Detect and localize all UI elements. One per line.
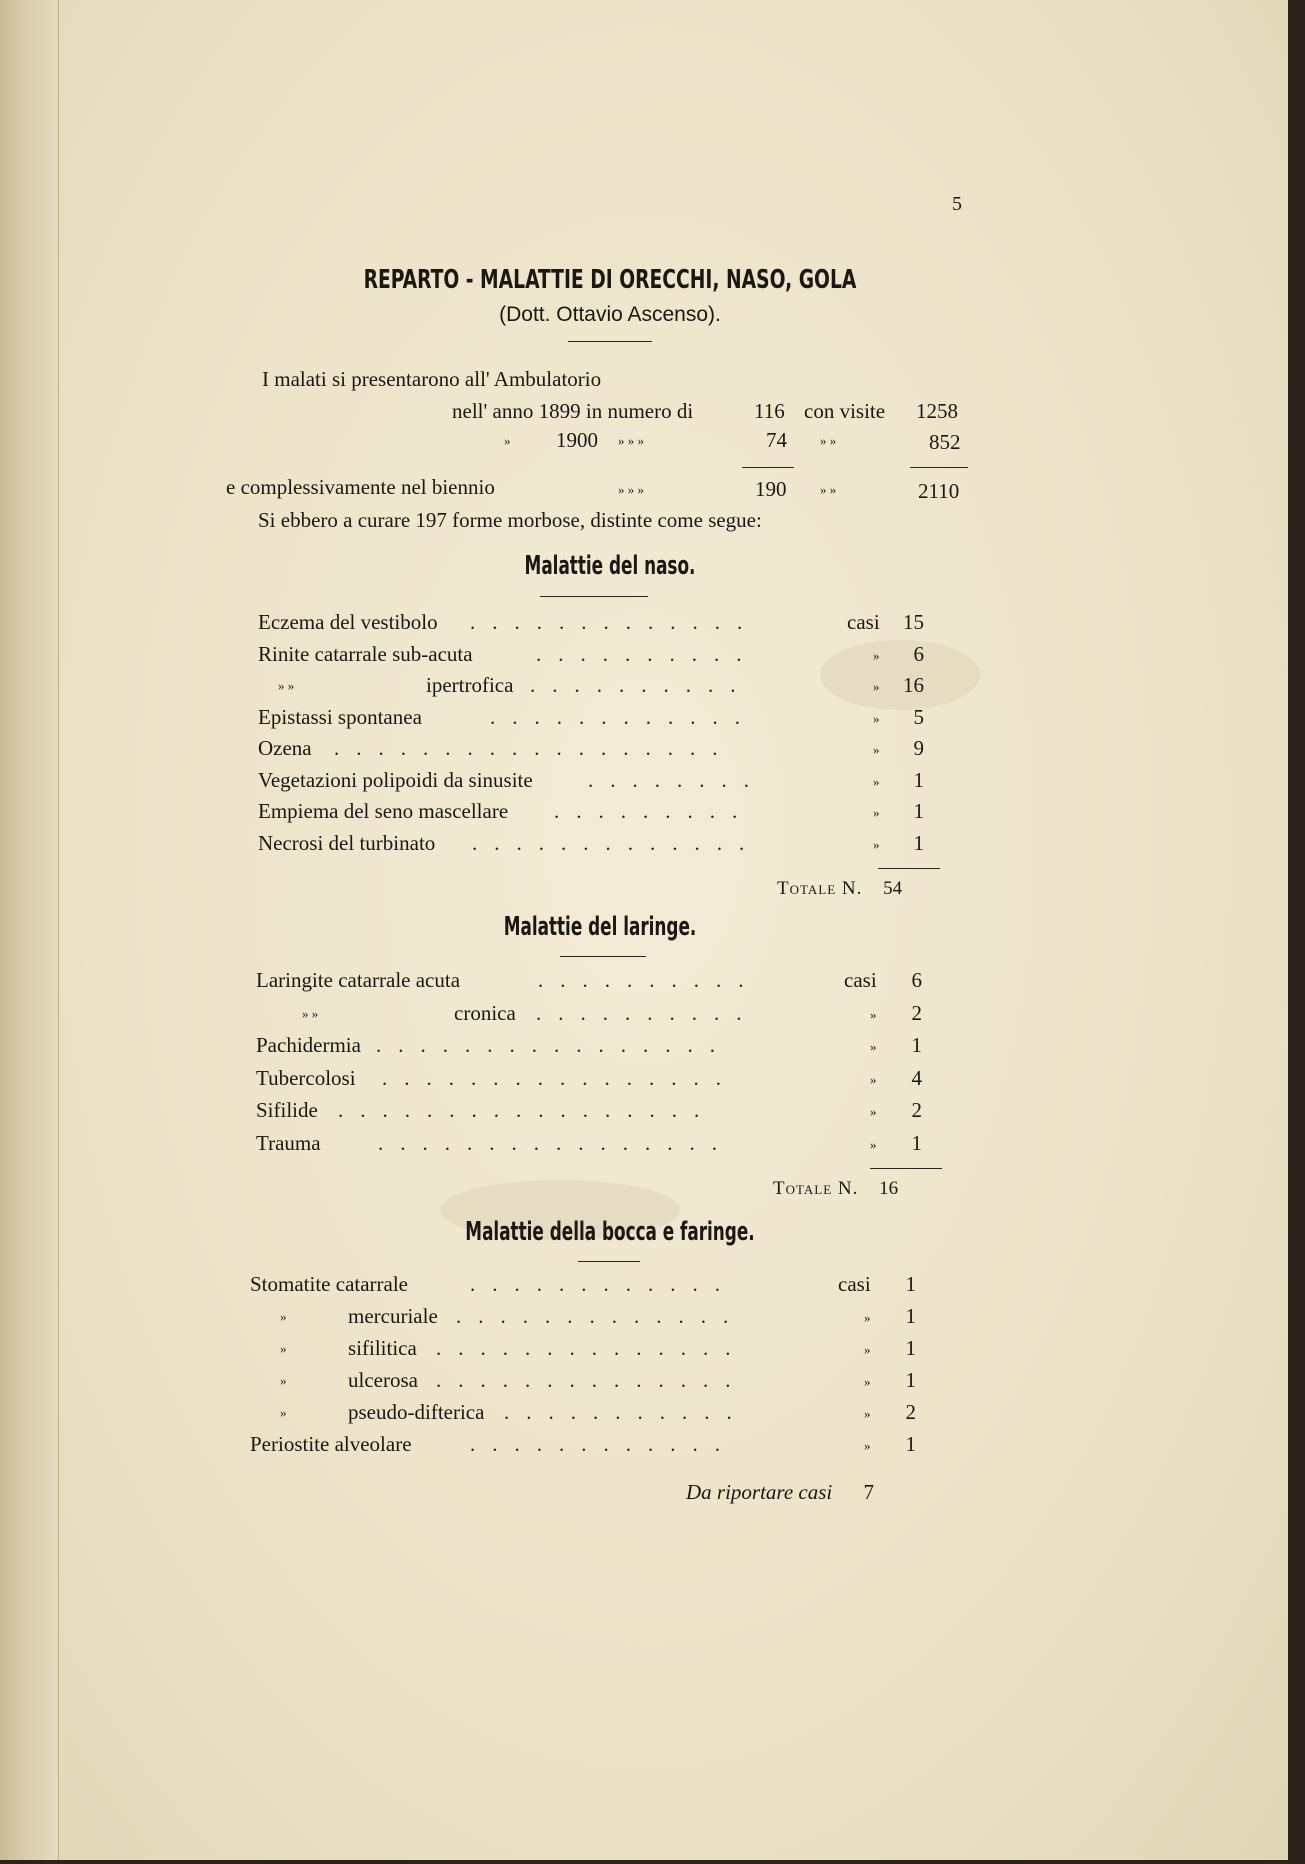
row-label: mercuriale — [348, 1304, 438, 1328]
row-value: 6 — [913, 641, 924, 666]
page-edge — [0, 1860, 1305, 1864]
row-value: 5 — [913, 704, 924, 729]
row-unit: » — [873, 805, 880, 820]
row-unit: » — [870, 1039, 877, 1054]
ditto-mark: » — [504, 433, 511, 448]
table-row — [258, 799, 940, 829]
year-value: 1899 — [538, 399, 581, 423]
section-heading-laringe: Malattie del laringe. — [503, 912, 697, 942]
leader-dots: .......... — [536, 641, 759, 666]
row-label: Stomatite catarrale — [250, 1272, 409, 1296]
ditto-mark: » » — [820, 433, 837, 448]
year-1900: 1900 — [556, 428, 598, 452]
row-value: 2 — [911, 1098, 922, 1122]
section-rule — [578, 1261, 640, 1262]
leader-dots: ......... — [554, 799, 755, 823]
carry-label: Da riportare casi — [686, 1480, 833, 1504]
row-label: Trauma — [256, 1130, 321, 1155]
row-unit: casi — [838, 1272, 871, 1296]
table-row — [256, 1066, 940, 1096]
row-label: Ozena — [258, 736, 312, 760]
page-number: 5 — [952, 193, 962, 215]
table-row — [258, 642, 940, 672]
table-row — [258, 768, 940, 798]
row-value: 1 — [911, 1130, 922, 1155]
ditto-mark: » — [280, 1373, 287, 1388]
sum-rule — [742, 467, 794, 468]
table-row — [258, 610, 940, 640]
year-prefix: nell' anno — [452, 399, 534, 423]
total-rule — [878, 868, 940, 869]
row-unit: » — [864, 1310, 871, 1325]
count-1899: 116 — [754, 399, 785, 423]
leader-dots: .............. — [436, 1336, 748, 1360]
row-value: 1 — [905, 1272, 916, 1296]
table-row — [256, 1098, 940, 1128]
table-row — [250, 1432, 940, 1462]
row-label: Tubercolosi — [256, 1065, 356, 1090]
table-row — [258, 673, 940, 703]
row-value: 9 — [913, 736, 924, 760]
table-row — [256, 1131, 940, 1161]
table-row — [250, 1336, 940, 1366]
leader-dots: ................ — [376, 1033, 732, 1057]
table-row — [258, 831, 940, 861]
intro-line: I malati si presentarono all' Ambulatorio — [262, 367, 602, 391]
leader-dots: .......... — [538, 968, 761, 992]
row-unit: » — [864, 1438, 871, 1453]
leader-dots: .............. — [436, 1368, 748, 1392]
row-unit: » — [864, 1342, 871, 1357]
row-label: Sifilide — [256, 1098, 318, 1122]
section-rule — [540, 596, 648, 597]
row-value: 2 — [905, 1400, 916, 1424]
row-label: Laringite catarrale acuta — [256, 968, 461, 992]
table-row — [250, 1304, 940, 1334]
row-unit: » — [870, 1071, 877, 1087]
row-value: 1 — [911, 1033, 922, 1057]
row-value: 6 — [911, 968, 922, 992]
leader-dots: ................. — [338, 1098, 717, 1122]
ditto-mark: » » » — [618, 433, 644, 448]
row-unit: » — [870, 1104, 877, 1119]
row-value: 1 — [905, 1368, 916, 1392]
leader-dots: .......... — [530, 673, 753, 697]
row-value: 4 — [911, 1065, 922, 1090]
row-value: 1 — [913, 799, 924, 823]
row-label: Eczema del vestibolo — [258, 610, 438, 634]
total-label: Totale N. — [777, 878, 863, 899]
section-rule — [560, 956, 646, 957]
carry-value: 7 — [863, 1480, 874, 1504]
total-laringe — [773, 1178, 898, 1200]
visits-total: 2110 — [918, 479, 960, 503]
row-label: Necrosi del turbinato — [258, 830, 436, 855]
section-heading-naso: Malattie del naso. — [524, 551, 696, 581]
ditto-mark: » » — [302, 1005, 319, 1021]
row-value: 1 — [905, 1304, 916, 1328]
count-1900: 74 — [766, 428, 787, 452]
row-unit: » — [864, 1406, 871, 1421]
count-prefix: in numero di — [585, 399, 694, 423]
row-label: ulcerosa — [348, 1368, 418, 1392]
row-unit: » — [873, 836, 880, 852]
row-label: Epistassi spontanea — [258, 704, 422, 729]
biennio-label: e complessivamente nel biennio — [226, 475, 495, 499]
table-row — [256, 1033, 940, 1063]
leader-dots: ............ — [490, 704, 757, 729]
row-label: Pachidermia — [256, 1033, 361, 1057]
row-value: 1 — [913, 767, 924, 792]
leader-dots: .................. — [334, 736, 735, 760]
visits-1900: 852 — [929, 430, 961, 454]
leader-dots: ........... — [504, 1400, 749, 1424]
leader-dots: ........ — [588, 767, 766, 792]
page-title: REPARTO - MALATTIE DI ORECCHI, NASO, GOLA — [363, 265, 857, 295]
leader-dots: ............ — [470, 1272, 737, 1296]
total-value: 54 — [883, 878, 903, 899]
row-label: Rinite catarrale sub-acuta — [258, 641, 473, 666]
table-row — [250, 1272, 940, 1302]
page-subtitle: (Dott. Ottavio Ascenso). — [499, 303, 721, 326]
total-naso — [777, 878, 902, 900]
row-value: 1 — [905, 1336, 916, 1360]
leader-dots: .......... — [536, 1000, 759, 1025]
leader-dots: ................ — [382, 1065, 738, 1090]
sum-rule — [910, 467, 968, 468]
row-unit: » — [873, 773, 880, 789]
row-unit: casi — [844, 968, 877, 992]
leader-dots: ............. — [472, 830, 762, 855]
leader-dots: ................ — [378, 1130, 734, 1155]
page-edge — [1288, 0, 1305, 1864]
ditto-mark: » » » — [618, 482, 644, 497]
leader-dots: ............ — [470, 1432, 737, 1456]
row-label: ipertrofica — [426, 673, 514, 697]
visits-1899: 1258 — [916, 399, 958, 423]
row-label: Empiema del seno mascellare — [258, 799, 509, 823]
row-label: sifilitica — [348, 1336, 417, 1360]
leader-dots: ............. — [470, 610, 760, 634]
year-1899-line — [452, 399, 693, 424]
row-unit: casi — [847, 610, 880, 634]
row-unit: » — [870, 1006, 877, 1022]
ditto-mark: » » — [278, 678, 295, 693]
row-unit: » — [873, 679, 880, 694]
row-unit: » — [873, 647, 880, 663]
row-value: 15 — [903, 610, 924, 634]
row-unit: » — [873, 710, 880, 726]
page-spine — [0, 0, 59, 1860]
ditto-mark: » » — [820, 482, 837, 497]
row-value: 2 — [911, 1000, 922, 1025]
carry-forward — [686, 1480, 874, 1505]
ditto-mark: » — [280, 1341, 287, 1356]
row-unit: » — [870, 1136, 877, 1152]
total-value: 16 — [879, 1178, 899, 1199]
forms-line: Si ebbero a curare 197 forme morbose, distinte come segue: — [258, 508, 762, 532]
table-row — [250, 1400, 940, 1430]
row-label: pseudo-difterica — [348, 1400, 485, 1424]
total-label: Totale N. — [773, 1178, 859, 1199]
section-heading-bocca: Malattie della bocca e faringe. — [465, 1217, 755, 1247]
row-value: 1 — [913, 830, 924, 855]
visits-word: con visite — [804, 399, 886, 423]
ditto-mark: » — [280, 1405, 287, 1420]
leader-dots: ............. — [456, 1304, 746, 1328]
table-row — [256, 1001, 940, 1031]
table-row — [258, 705, 940, 735]
title-rule — [568, 341, 652, 342]
row-label: Periostite alveolare — [250, 1432, 412, 1456]
total-rule — [870, 1168, 942, 1169]
row-unit: » — [873, 742, 880, 757]
ditto-mark: » — [280, 1309, 287, 1324]
count-total: 190 — [755, 477, 787, 501]
row-unit: » — [864, 1374, 871, 1389]
table-row — [250, 1368, 940, 1398]
table-row — [256, 968, 940, 998]
row-label: cronica — [454, 1000, 516, 1025]
table-row — [258, 736, 940, 766]
row-value: 16 — [903, 673, 924, 697]
row-label: Vegetazioni polipoidi da sinusite — [258, 767, 533, 792]
row-value: 1 — [905, 1432, 916, 1456]
